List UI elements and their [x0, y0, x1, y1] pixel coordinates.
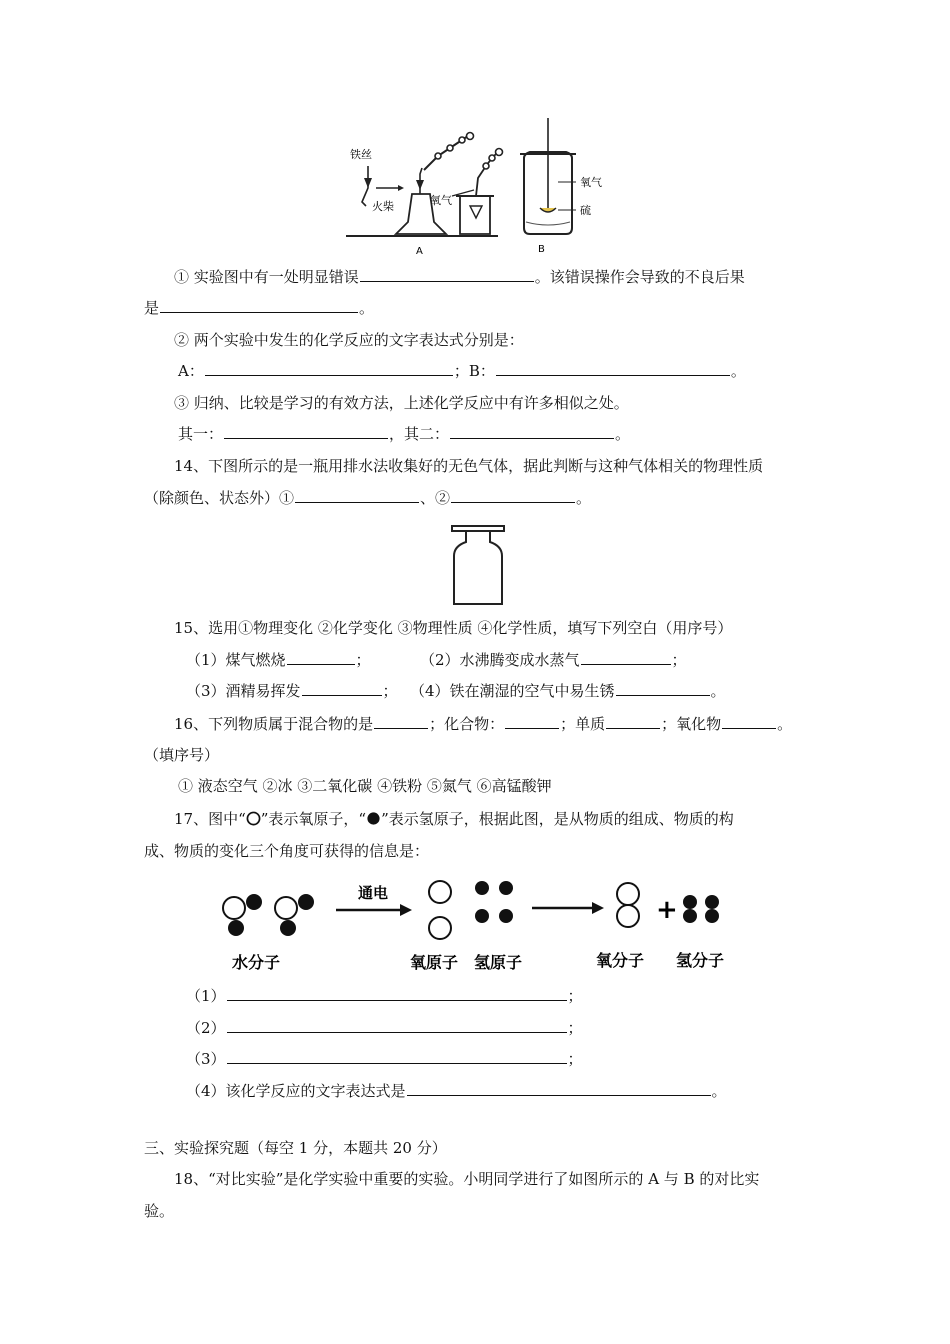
label-a: A: [416, 246, 423, 256]
q16-line-1: 16、下列物质属于混合物的是 ；化合物： ；单质 ；氧化物 。: [174, 715, 793, 733]
label-sulfur: 硫: [580, 204, 591, 217]
answer-blank[interactable]: [360, 267, 534, 282]
answer-blank[interactable]: [227, 986, 567, 1001]
label-match: 火柴: [372, 200, 394, 213]
answer-blank-b[interactable]: [496, 361, 730, 376]
q13-line-6: 其一： ，其二： 。: [178, 425, 631, 443]
plus-sign: +: [656, 895, 678, 925]
answer-blank[interactable]: [451, 488, 575, 503]
q15-line-3: （3）酒精易挥发 ；: [186, 682, 398, 700]
label-hydrogen-molecule: 氢分子: [676, 951, 725, 970]
figure-iron-sulfur-combustion: [340, 118, 620, 256]
answer-blank[interactable]: [287, 650, 355, 665]
gas-bottle-figure: [446, 524, 510, 610]
q13-line-3: ② 两个实验中发生的化学反应的文字表达式分别是：: [174, 331, 524, 349]
hydrogen-molecule-2: [705, 895, 719, 923]
gas-bottle-icon: [454, 531, 502, 604]
label-hydrogen-atom: 氢原子: [474, 953, 523, 972]
answer-blank[interactable]: [227, 1018, 567, 1033]
q14-line-1: 14、下图所示的是一瓶用排水法收集好的无色气体，据此判断与这种气体相关的物理性质: [174, 457, 764, 475]
match-icon: [364, 178, 372, 188]
label-oxygen-atom: 氧原子: [410, 953, 459, 972]
label-b: B: [538, 244, 545, 255]
oxygen-atom: [429, 917, 451, 939]
q13-line-5: ③ 归纳、比较是学习的有效方法，上述化学反应中有许多相似之处。: [174, 394, 629, 412]
answer-blank[interactable]: [450, 424, 614, 439]
label-oxygen-b: 氧气: [580, 176, 602, 189]
oxygen-atom-icon: [246, 811, 261, 826]
hydrogen-atom: [499, 881, 513, 895]
answer-blank[interactable]: [160, 298, 358, 313]
q17-line-2: 成、物质的变化三个角度可获得的信息是：: [144, 842, 430, 860]
answer-blank-a[interactable]: [205, 361, 453, 376]
hydrogen-atom: [475, 881, 489, 895]
answer-blank[interactable]: [407, 1081, 711, 1096]
sulfur-icon: [540, 208, 556, 212]
q17-answer-4: （4）该化学反应的文字表达式是 。: [186, 1082, 727, 1100]
answer-blank[interactable]: [295, 488, 419, 503]
q13-line-4: A： ；B： 。: [178, 362, 746, 380]
label-iron-wire: 铁丝: [350, 148, 372, 161]
hydrogen-molecule-1: [683, 895, 697, 923]
oxygen-atom: [429, 881, 451, 903]
q18-line-1: 18、“对比实验”是化学实验中重要的实验。小明同学进行了如图所示的 A 与 B 的对比实: [174, 1170, 760, 1188]
q15-line-1: 15、选用①物理变化 ②化学变化 ③物理性质 ④化学性质，填写下列空白（用序号）: [174, 619, 733, 637]
q15-line-2b: （2）水沸腾变成水蒸气 ；: [420, 651, 687, 669]
q18-line-2: 验。: [144, 1202, 175, 1220]
q17-answer-2: （2） ；: [186, 1019, 583, 1037]
answer-blank-compound[interactable]: [505, 714, 559, 729]
answer-blank-oxide[interactable]: [722, 714, 776, 729]
section-3-title: 三、实验探究题（每空 1 分，本题共 20 分）: [144, 1139, 447, 1157]
q17-answer-1: （1） ；: [186, 987, 583, 1005]
electrolysis-figure: [214, 872, 744, 982]
iron-wire-icon: [362, 166, 368, 206]
oxygen-molecule: [617, 883, 639, 927]
label-oxygen-a: 氧气: [430, 194, 452, 207]
q17-line-1: 17、图中“ ”表示氧原子，“ ”表示氢原子，根据此图，是从物质的组成、物质的构: [174, 810, 734, 828]
hydrogen-atom: [475, 909, 489, 923]
q13-line-2: 是 。: [144, 299, 375, 317]
q15-line-2: （1）煤气燃烧 ；: [186, 651, 371, 669]
glass-plate-icon: [452, 526, 504, 531]
label-electrolysis: 通电: [358, 884, 389, 902]
q15-line-3b: （4）铁在潮湿的空气中易生锈 。: [410, 682, 726, 700]
answer-blank-element[interactable]: [606, 714, 660, 729]
answer-blank[interactable]: [581, 650, 671, 665]
hydrogen-atom: [499, 909, 513, 923]
hydrogen-atom-icon: [366, 811, 381, 826]
q16-line-2: （填序号）: [144, 746, 220, 764]
label-oxygen-molecule: 氧分子: [596, 951, 645, 970]
label-water-molecule: 水分子: [232, 953, 281, 972]
q14-line-2: （除颜色、状态外）① 、② 。: [144, 489, 592, 507]
q13-line-1: ① 实验图中有一处明显错误 。该错误操作会导致的不良后果: [174, 268, 745, 286]
answer-blank[interactable]: [227, 1049, 567, 1064]
water-molecule-2: [275, 894, 314, 936]
answer-blank[interactable]: [224, 424, 388, 439]
q16-line-3: ① 液态空气 ②冰 ③二氧化碳 ④铁粉 ⑤氮气 ⑥高锰酸钾: [178, 777, 552, 795]
answer-blank[interactable]: [616, 681, 710, 696]
q17-answer-3: （3） ；: [186, 1050, 583, 1068]
water-molecule-1: [223, 894, 262, 936]
answer-blank-mixture[interactable]: [374, 714, 428, 729]
answer-blank[interactable]: [302, 681, 382, 696]
